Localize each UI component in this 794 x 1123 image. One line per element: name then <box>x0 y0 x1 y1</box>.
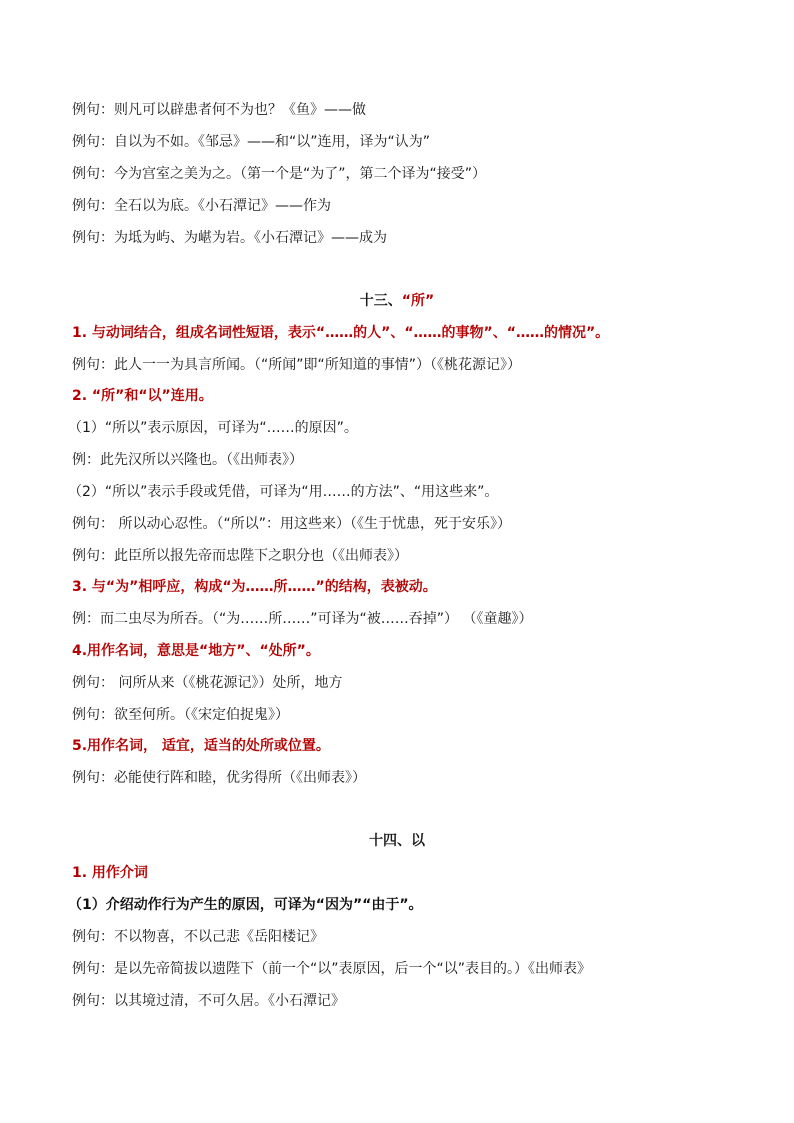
section-13-item-4: 4.用作名词，意思是“地方”、“处所”。 <box>72 643 320 659</box>
section-14-item-1-sub-1: （1）介绍动作行为产生的原因，可译为“因为”“由于”。 <box>68 897 423 913</box>
example-line: 例句：今为宫室之美为之。（第一个是“为了”，第二个译为“接受”） <box>72 166 487 182</box>
section-14-heading: 十四、以 <box>369 833 425 849</box>
example-line: 例句：则凡可以辟患者何不为也？《鱼》——做 <box>72 102 366 118</box>
section-13-item-5: 5.用作名词， 适宜，适当的处所或位置。 <box>72 738 330 754</box>
section-13-item-2-sub-2: （2）“所以”表示手段或凭借，可译为“用……的方法”、“用这些来”。 <box>68 484 499 500</box>
example-line: 例句：以其境过清，不可久居。《小石潭记》 <box>72 993 345 1009</box>
example-line: 例句：必能使行阵和睦，优劣得所（《出师表》） <box>72 770 366 786</box>
section-13-heading-char: “所” <box>401 293 435 309</box>
example-line: 例：此先汉所以兴隆也。（《出师表》） <box>72 452 303 468</box>
example-line: 例句：欲至何所。（《宋定伯捉鬼》） <box>72 707 289 723</box>
example-line: 例句：为坻为屿、为嵁为岩。《小石潭记》——成为 <box>72 230 387 246</box>
section-14-item-1: 1. 用作介词 <box>72 865 148 881</box>
example-line: 例句：是以先帝简拔以遗陛下（前一个“以”表原因，后一个“以”表目的。）《出师表》 <box>72 961 592 977</box>
example-line: 例句：此人一一为具言所闻。（“所闻”即“所知道的事情”）（《桃花源记》） <box>72 357 522 373</box>
section-13-item-2: 2. “所”和“以”连用。 <box>72 388 213 404</box>
example-line: 例句：此臣所以报先帝而忠陛下之职分也（《出师表》） <box>72 548 408 564</box>
section-13-heading <box>0 291 794 311</box>
section-13-item-2-sub-1: （1）“所以”表示原因，可译为“……的原因”。 <box>68 420 358 436</box>
example-line: 例句：不以物喜，不以己悲《岳阳楼记》 <box>72 929 324 945</box>
example-line: 例句： 所以动心忍性。（“所以”：用这些来）（《生于忧患，死于安乐》） <box>72 516 511 532</box>
example-line: 例句：自以为不如。《邹忌》——和“以”连用，译为“认为” <box>72 134 431 150</box>
section-13-item-1: 1. 与动词结合，组成名词性短语，表示“……的人”、“……的事物”、“……的情况”。 <box>72 325 610 341</box>
example-line: 例句：全石以为底。《小石潭记》——作为 <box>72 198 331 214</box>
example-line: 例句： 问所从来（《桃花源记》）处所，地方 <box>72 675 343 691</box>
section-13-heading-prefix: 十三、 <box>359 293 402 309</box>
section-13-item-3: 3. 与“为”相呼应，构成“为……所……”的结构，表被动。 <box>72 579 437 595</box>
example-line: 例：而二虫尽为所吞。（“为……所……”可译为“被……吞掉”） （《童趣》） <box>72 611 533 627</box>
